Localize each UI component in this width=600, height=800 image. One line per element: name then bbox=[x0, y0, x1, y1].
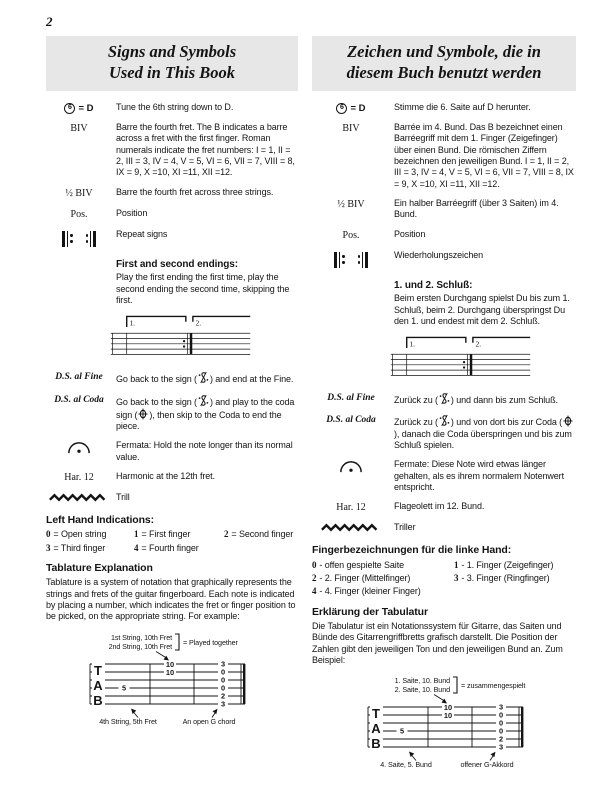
svg-text:4th String, 5th Fret: 4th String, 5th Fret bbox=[99, 716, 157, 726]
hand-item: 4 - 4. Finger (kleiner Finger) bbox=[312, 586, 421, 597]
svg-text:3: 3 bbox=[498, 742, 504, 752]
svg-text:5: 5 bbox=[121, 683, 127, 693]
svg-text:4. Saite, 5. Bund: 4. Saite, 5. Bund bbox=[380, 760, 432, 770]
svg-text:offener G-Akkord: offener G-Akkord bbox=[460, 760, 514, 770]
row-barre-en bbox=[46, 122, 298, 179]
position-def: Position bbox=[116, 207, 148, 218]
svg-text:3: 3 bbox=[498, 702, 504, 712]
segno-icon bbox=[439, 414, 450, 427]
trill-def: Triller bbox=[394, 522, 416, 533]
position-def: Position bbox=[394, 228, 426, 239]
barre-term: BIV bbox=[70, 122, 88, 134]
row-fermata-de bbox=[312, 459, 576, 493]
endings-heading: First and second endings: bbox=[116, 258, 238, 270]
svg-text:0: 0 bbox=[498, 710, 504, 720]
repeat-def: Repeat signs bbox=[116, 228, 168, 239]
svg-text:3: 3 bbox=[220, 699, 226, 709]
svg-text:2nd String, 10th Fret: 2nd String, 10th Fret bbox=[108, 641, 172, 651]
hand-item: 3 = Third finger bbox=[46, 542, 106, 553]
svg-text:10: 10 bbox=[165, 667, 175, 677]
ds-al-coda-def: Go back to the sign ( ) and play to the coda sign ( ), then skip to the Coda to end the piece. bbox=[112, 394, 298, 433]
ds-al-coda-term: D.S. al Coda bbox=[54, 394, 104, 405]
english-header bbox=[46, 36, 298, 91]
row-barre-de bbox=[312, 122, 576, 190]
repeat-signs-icon bbox=[46, 229, 112, 251]
half-barre-term: ½ BIV bbox=[65, 187, 93, 199]
svg-text:A: A bbox=[371, 721, 381, 737]
svg-text:= Played together: = Played together bbox=[183, 637, 238, 647]
ending-1-label: 1. bbox=[409, 339, 415, 349]
row-ds-coda-de bbox=[312, 414, 576, 451]
row-repeat-de bbox=[312, 250, 576, 272]
svg-text:1st String, 10th Fret: 1st String, 10th Fret bbox=[110, 632, 172, 642]
position-term: Pos. bbox=[70, 208, 88, 220]
harmonic-def: Harmonic at the 12th fret. bbox=[116, 471, 215, 482]
row-trill-de bbox=[312, 522, 576, 536]
endings-heading: 1. und 2. Schluß: bbox=[394, 279, 473, 291]
half-barre-def: Barre the fourth fret across three strings. bbox=[116, 186, 274, 197]
hand-item: 1 - 1. Finger (Zeigefinger) bbox=[454, 559, 554, 570]
ds-al-fine-term: D.S. al Fine bbox=[55, 372, 103, 383]
left-hand-section-de bbox=[312, 544, 576, 597]
tab-diagram-de bbox=[360, 674, 576, 779]
hand-item: 3 - 3. Finger (Ringfinger) bbox=[454, 573, 550, 583]
row-tuning-en bbox=[46, 102, 298, 114]
tablature-section-de bbox=[312, 606, 576, 667]
circled-6-icon: 6 bbox=[336, 103, 347, 114]
tuning-equals: = D bbox=[350, 102, 366, 114]
english-header-line1: Signs and Symbols bbox=[107, 42, 237, 61]
tablature-heading: Tablature Explanation bbox=[46, 562, 153, 575]
svg-text:1. Saite, 10. Bund: 1. Saite, 10. Bund bbox=[394, 676, 450, 686]
tuning-equals: = D bbox=[78, 102, 94, 114]
svg-text:2. Saite, 10. Bund: 2. Saite, 10. Bund bbox=[394, 685, 450, 695]
svg-text:0: 0 bbox=[220, 683, 226, 693]
svg-text:3: 3 bbox=[220, 659, 226, 669]
harmonic-def: Flageolett im 12. Bund. bbox=[394, 501, 485, 512]
svg-text:2: 2 bbox=[220, 691, 226, 701]
hand-item: 1 = First finger bbox=[134, 529, 191, 540]
endings-block-de bbox=[394, 280, 576, 328]
left-hand-heading: Fingerbezeichnungen für die linke Hand: bbox=[312, 544, 512, 557]
row-repeat-en bbox=[46, 229, 298, 251]
fermata-def: Fermate: Diese Note wird etwas länger gehalten, als es ihrem normalem Notenwert entspricht. bbox=[394, 459, 564, 493]
repeat-def: Wiederholungszeichen bbox=[394, 249, 484, 260]
tablature-section-en bbox=[46, 562, 298, 623]
tablature-text: Die Tabulatur ist ein Notationssystem für Gitarre, das Saiten und Bünde des Gitarrengriffbretts grafisch darstellt. Die Position der Zahlen gibt den jeweiligen Ton und den jeweiligen Bund an. Zum Beispiel: bbox=[312, 620, 563, 665]
tuning-def: Stimme die 6. Saite auf D herunter. bbox=[394, 101, 531, 112]
column-german bbox=[312, 36, 576, 779]
ending-1-label: 1. bbox=[129, 318, 135, 328]
svg-text:= zusammengespielt: = zusammengespielt bbox=[461, 681, 526, 691]
hand-item: 2 - 2. Finger (Mittelfinger) bbox=[312, 573, 411, 583]
row-ds-fine-de bbox=[312, 392, 576, 406]
endings-staff-diagram-de bbox=[382, 333, 576, 384]
barre-def: Barrée im 4. Bund. Das B bezeichnet einen Barréegriff mit dem 1. Finger (Zeigefinger) über einen Bund. Die römischen Ziffern bezeichnen den jeweiligen Bund. I = 1, II = 2, III = 3, IV = 4, V = 5, VI = 6, VII = 7, VIII = 8, IX = 9, X =10, XI =11, XII =12. bbox=[394, 121, 574, 189]
trill-icon bbox=[46, 492, 112, 506]
page-number: 2 bbox=[46, 14, 53, 29]
hand-item: 2 = Second finger bbox=[224, 529, 294, 540]
endings-block-en bbox=[116, 259, 298, 307]
tuning-term bbox=[46, 102, 112, 114]
svg-text:B: B bbox=[371, 736, 381, 752]
repeat-begin-icon bbox=[334, 252, 345, 268]
trill-icon bbox=[312, 522, 390, 536]
german-header-line1: Zeichen und Symbole, die in bbox=[347, 42, 541, 61]
coda-icon bbox=[138, 408, 148, 420]
repeat-begin-icon bbox=[62, 231, 73, 247]
svg-text:0: 0 bbox=[498, 726, 504, 736]
ds-al-coda-term: D.S. al Coda bbox=[326, 415, 376, 426]
german-header-line2: diesem Buch benutzt werden bbox=[346, 62, 542, 82]
svg-text:T: T bbox=[94, 662, 102, 678]
fermata-def: Fermata: Hold the note longer than its normal value. bbox=[116, 440, 293, 462]
tablature-text: Tablature is a system of notation that graphically represents the strings and frets of the guitar fingerboard. Each note is indicated by placing a number, which indicates the fret or finger position to be picked, on the appropriate string. For example: bbox=[46, 577, 296, 622]
position-term: Pos. bbox=[342, 229, 360, 241]
segno-icon bbox=[439, 392, 450, 405]
barre-def: Barre the fourth fret. The B indicates a barre across a fret with the first finger. Roman numerals indicate the fret numbers: I = 1, II = 2, III = 3, IV = 4, V = 5, VI = 6, VII = 7, VIII = 8, IX = 9, X =10, XI =11, XII =12. bbox=[116, 121, 295, 178]
svg-text:0: 0 bbox=[498, 718, 504, 728]
ds-al-fine-def: Zurück zu ( ) und dann bis zum Schluß. bbox=[390, 392, 576, 406]
tuning-def: Tune the 6th string down to D. bbox=[116, 101, 234, 112]
svg-text:10: 10 bbox=[443, 702, 453, 712]
left-hand-grid bbox=[46, 529, 298, 554]
repeat-signs-icon bbox=[312, 250, 390, 272]
tuning-term bbox=[312, 102, 390, 114]
left-hand-heading: Left Hand Indications: bbox=[46, 514, 155, 527]
tablature-heading: Erklärung der Tabulatur bbox=[312, 605, 428, 618]
repeat-end-icon bbox=[86, 231, 97, 247]
ds-al-coda-def: Zurück zu ( ) und von dort bis zur Coda (), danach die Coda überspringen und bis zum Schluß spielen. bbox=[390, 414, 576, 451]
svg-text:An open G chord: An open G chord bbox=[182, 716, 236, 726]
svg-text:T: T bbox=[372, 706, 380, 722]
fermata-icon bbox=[46, 440, 112, 463]
harmonic-term: Har. 12 bbox=[64, 472, 94, 484]
row-position-en bbox=[46, 208, 298, 221]
row-ds-fine-en bbox=[46, 371, 298, 385]
endings-text: Beim ersten Durchgang spielst Du bis zum 1. Schluß, beim 2. Durchgang überspringst Du den 1. und endest mit dem 2. Schluß. bbox=[394, 293, 570, 326]
hand-item: 0 = Open string bbox=[46, 529, 107, 540]
coda-icon bbox=[563, 415, 573, 427]
row-half-barre-en bbox=[46, 187, 298, 200]
row-tuning-de bbox=[312, 102, 576, 114]
endings-staff-diagram-en bbox=[102, 312, 298, 363]
segno-icon bbox=[198, 394, 209, 407]
svg-text:B: B bbox=[93, 692, 103, 708]
german-header bbox=[312, 36, 576, 91]
tab-diagram-en bbox=[82, 631, 298, 736]
row-harmonic-de bbox=[312, 501, 576, 514]
row-position-de bbox=[312, 229, 576, 242]
half-barre-term: ½ BIV bbox=[337, 198, 365, 210]
harmonic-term: Har. 12 bbox=[336, 502, 366, 514]
row-harmonic-en bbox=[46, 471, 298, 484]
left-hand-section-en bbox=[46, 514, 298, 554]
row-fermata-en bbox=[46, 440, 298, 463]
left-hand-grid bbox=[312, 560, 576, 598]
hand-item: 4 = Fourth finger bbox=[134, 542, 199, 553]
column-english bbox=[46, 36, 298, 736]
svg-text:10: 10 bbox=[165, 659, 175, 669]
row-trill-en bbox=[46, 492, 298, 506]
repeat-end-icon bbox=[358, 252, 369, 268]
english-header-line2: Used in This Book bbox=[108, 62, 236, 82]
svg-text:2: 2 bbox=[498, 734, 504, 744]
svg-text:0: 0 bbox=[220, 667, 226, 677]
ds-al-fine-def: Go back to the sign ( ) and end at the Fine. bbox=[112, 371, 298, 385]
svg-text:5: 5 bbox=[399, 726, 405, 736]
half-barre-def: Ein halber Barréegriff (über 3 Saiten) im 4. Bund. bbox=[394, 197, 559, 220]
hand-item: 0 - offen gespielte Saite bbox=[312, 559, 404, 570]
row-ds-coda-en bbox=[46, 394, 298, 433]
row-half-barre-de bbox=[312, 198, 576, 221]
trill-def: Trill bbox=[116, 492, 130, 503]
svg-text:10: 10 bbox=[443, 710, 453, 720]
ending-2-label: 2. bbox=[475, 339, 482, 349]
barre-term: BIV bbox=[342, 122, 360, 134]
fermata-icon bbox=[312, 459, 390, 493]
endings-text: Play the first ending the first time, play the second ending the second time, skipping the first. bbox=[116, 272, 290, 305]
two-column-layout bbox=[46, 36, 578, 779]
svg-text:0: 0 bbox=[220, 675, 226, 685]
circled-6-icon: 6 bbox=[64, 103, 75, 114]
segno-icon bbox=[198, 371, 209, 384]
ds-al-fine-term: D.S. al Fine bbox=[327, 393, 375, 404]
svg-text:A: A bbox=[93, 677, 103, 693]
ending-2-label: 2. bbox=[195, 318, 202, 328]
